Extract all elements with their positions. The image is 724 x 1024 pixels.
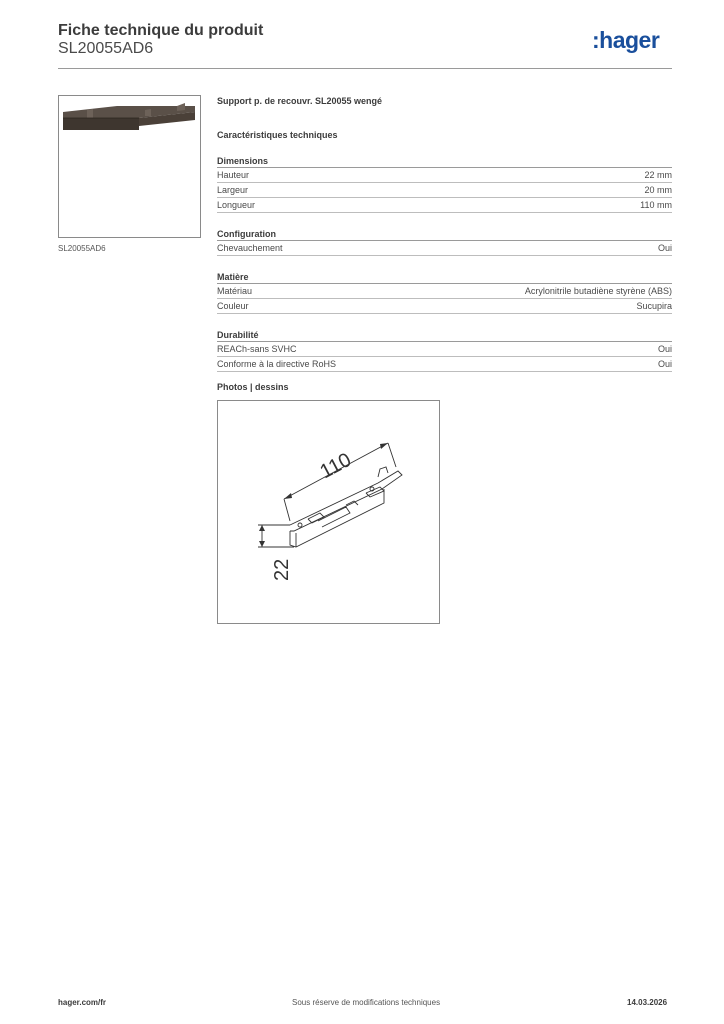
spec-row-width (217, 183, 672, 198)
spec-row-overlap (217, 241, 672, 256)
header-divider (58, 68, 672, 69)
technical-characteristics-heading: Caractéristiques techniques (217, 130, 338, 140)
footer-notice: Sous réserve de modifications techniques (292, 998, 441, 1007)
technical-drawing (217, 400, 440, 624)
footer-date: 14.03.2026 (627, 998, 668, 1007)
spec-value: Sucupira (636, 301, 672, 311)
product-reference: SL20055AD6 (58, 40, 154, 57)
spec-value: 22 mm (644, 170, 672, 180)
spec-label: Conforme à la directive RoHS (217, 359, 337, 369)
spec-value: Oui (657, 243, 672, 253)
spec-row-reach (217, 342, 672, 357)
spec-row-material (217, 284, 672, 299)
length-dimension-label: 110 (316, 448, 355, 484)
spec-value: 20 mm (644, 185, 672, 195)
website-link[interactable]: hager.com/fr (58, 998, 107, 1007)
section-configuration (217, 227, 672, 256)
spec-label: Couleur (217, 301, 249, 311)
section-title: Configuration (217, 227, 672, 241)
product-name: Support p. de recouvr. SL20055 wengé (217, 96, 383, 106)
height-dimension-label: 22 (271, 558, 293, 581)
spec-row-length (217, 198, 672, 213)
photos-heading: Photos | dessins (217, 382, 289, 392)
section-material (217, 270, 672, 314)
section-dimensions (217, 154, 672, 213)
spec-label: Longueur (217, 200, 256, 210)
thumbnail-caption: SL20055AD6 (58, 244, 106, 253)
spec-row-rohs (217, 357, 672, 372)
spec-content (217, 96, 672, 372)
spec-label: Matériau (217, 286, 253, 296)
spec-label: Hauteur (217, 170, 250, 180)
spec-value: Acrylonitrile butadiène styrène (ABS) (524, 286, 672, 296)
section-durability (217, 328, 672, 372)
spec-label: Largeur (217, 185, 249, 195)
dimension-drawing (218, 401, 439, 623)
spec-value: Oui (657, 359, 672, 369)
spec-row-color (217, 299, 672, 314)
spec-label: REACh-sans SVHC (217, 344, 297, 354)
product-photo (59, 96, 200, 237)
spec-value: Oui (657, 344, 672, 354)
section-title: Durabilité (217, 328, 672, 342)
spec-label: Chevauchement (217, 243, 283, 253)
product-thumbnail (58, 95, 201, 238)
section-title: Matière (217, 270, 672, 284)
spec-value: 110 mm (640, 200, 672, 210)
hager-logo[interactable]: :hager (592, 27, 660, 53)
document-title: Fiche technique du produit (58, 22, 264, 39)
section-title: Dimensions (217, 154, 672, 168)
spec-row-height (217, 168, 672, 183)
